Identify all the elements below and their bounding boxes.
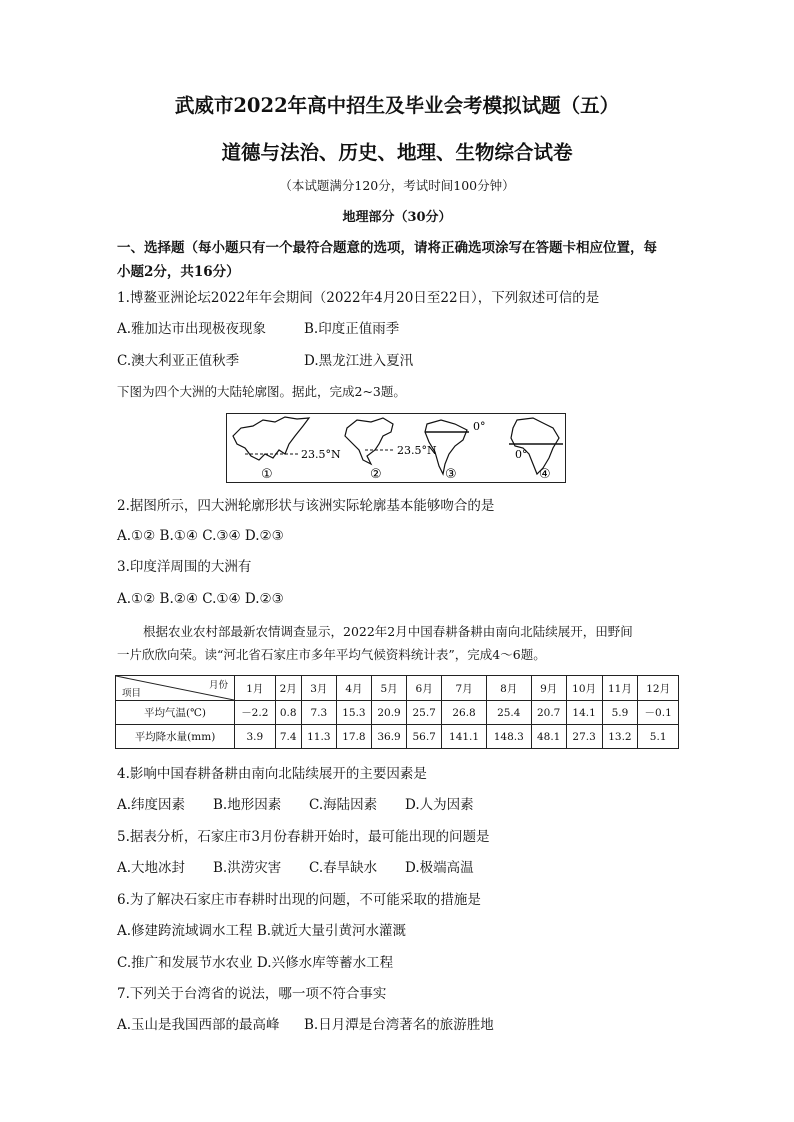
month-header: 8月	[486, 676, 531, 701]
option-b: B.地形因素	[213, 797, 282, 813]
question-5-options	[117, 856, 697, 880]
question-6-options-ab: A.修建跨流域调水工程 B.就近大量引黄河水灌溉	[117, 923, 407, 939]
continent-outline-figure	[226, 413, 566, 483]
option-c: C.春旱缺水	[309, 860, 378, 876]
table-cell: 20.9	[371, 701, 406, 725]
month-header: 7月	[442, 676, 487, 701]
month-header: 5月	[371, 676, 406, 701]
table-corner-cell	[116, 676, 235, 701]
question-3-options: A.①② B.②④ C.①④ D.②③	[117, 591, 284, 607]
table-cell: 20.7	[531, 701, 566, 725]
table-cell: 56.7	[407, 725, 442, 749]
row-label-temperature: 平均气温(℃)	[116, 701, 235, 725]
question-1	[117, 286, 697, 310]
option-b: B.印度正值雨季	[304, 321, 400, 337]
question-5-stem: 5.据表分析，石家庄市3月份春耕开始时，最可能出现的问题是	[117, 829, 490, 845]
option-a: A.雅加达市出现极夜现象	[117, 321, 267, 337]
continent-number-4: ④	[539, 467, 551, 482]
part1-instructions	[117, 236, 697, 284]
corner-bottom-label: 项目	[122, 688, 142, 699]
equator-label-3: 0°	[473, 420, 486, 433]
question-3-stem: 3.印度洋周围的大洲有	[117, 559, 252, 575]
table-cell: 7.3	[301, 701, 336, 725]
option-a: A.纬度因素	[117, 797, 186, 813]
option-c: C.澳大利亚正值秋季	[117, 353, 240, 369]
part1-line2: 小题2分，共16分）	[117, 264, 240, 280]
option-d: D.人为因素	[405, 797, 474, 813]
question-2-stem: 2.据图所示，四大洲轮廓形状与该洲实际轮廓基本能够吻合的是	[117, 498, 495, 514]
question-7-stem: 7.下列关于台湾省的说法，哪一项不符合事实	[117, 986, 387, 1002]
continent-number-1: ①	[261, 467, 273, 482]
table-cell: 11.3	[301, 725, 336, 749]
exam-note: （本试题满分120分，考试时间100分钟）	[279, 178, 515, 193]
exam-subtitle: 道德与法治、历史、地理、生物综合试卷	[221, 141, 573, 164]
month-header: 1月	[235, 676, 276, 701]
table-cell: 3.9	[235, 725, 276, 749]
table-cell: 141.1	[442, 725, 487, 749]
table-cell: 5.9	[602, 701, 638, 725]
table-cell: 27.3	[566, 725, 602, 749]
table-cell: 148.3	[486, 725, 531, 749]
equator-label-4: 0°	[515, 448, 528, 461]
month-header: 3月	[301, 676, 336, 701]
table-cell: 13.2	[602, 725, 638, 749]
table-intro-line2: 一片欣欣向荣。读“河北省石家庄市多年平均气候资料统计表”，完成4～6题。	[117, 647, 546, 662]
continent-outline-2	[345, 418, 393, 464]
table-cell: 25.4	[486, 701, 531, 725]
table-cell: 48.1	[531, 725, 566, 749]
climate-table	[115, 675, 679, 749]
exam-title: 武威市2022年高中招生及毕业会考模拟试题（五）	[174, 94, 620, 117]
month-header: 6月	[407, 676, 442, 701]
month-header: 2月	[275, 676, 301, 701]
continent-number-2: ②	[370, 467, 382, 482]
month-header: 4月	[336, 676, 371, 701]
month-header: 10月	[566, 676, 602, 701]
tropic-label-2: 23.5°N	[397, 444, 437, 457]
question-stem: 1.博鳌亚洲论坛2022年年会期间（2022年4月20日至22日），下列叙述可信的是	[117, 290, 600, 306]
part1-line1: 一、选择题（每小题只有一个最符合题意的选项，请将正确选项涂写在答题卡相应位置，每	[117, 240, 657, 256]
table-cell: －2.2	[235, 701, 276, 725]
month-header: 9月	[531, 676, 566, 701]
section-heading: 地理部分（30分）	[342, 210, 452, 225]
question-4-stem: 4.影响中国春耕备耕由南向北陆续展开的主要因素是	[117, 766, 427, 782]
map-intro: 下图为四个大洲的大陆轮廓图。据此，完成2~3题。	[117, 384, 406, 399]
month-header: 12月	[638, 676, 679, 701]
question-6-options-cd: C.推广和发展节水农业 D.兴修水库等蓄水工程	[117, 955, 394, 971]
option-a: A.玉山是我国西部的最高峰	[117, 1017, 280, 1033]
tropic-label-1: 23.5°N	[301, 448, 341, 461]
month-header: 11月	[602, 676, 638, 701]
question-1-options-ab	[117, 317, 697, 341]
corner-top-label: 月份	[208, 680, 228, 691]
option-c: C.海陆因素	[309, 797, 378, 813]
table-cell: 0.8	[275, 701, 301, 725]
option-d: D.黑龙江进入夏汛	[304, 353, 414, 369]
table-row-precipitation	[116, 725, 679, 749]
table-cell: 26.8	[442, 701, 487, 725]
table-cell: 5.1	[638, 725, 679, 749]
table-cell: 25.7	[407, 701, 442, 725]
question-4-options	[117, 793, 697, 817]
table-cell: 14.1	[566, 701, 602, 725]
row-label-precipitation: 平均降水量(mm)	[116, 725, 235, 749]
option-b: B.日月潭是台湾著名的旅游胜地	[304, 1017, 494, 1033]
question-7-options-ab	[117, 1013, 697, 1037]
continent-outline-4	[511, 418, 559, 474]
table-cell: －0.1	[638, 701, 679, 725]
table-cell: 17.8	[336, 725, 371, 749]
table-row-temperature	[116, 701, 679, 725]
option-d: D.极端高温	[405, 860, 474, 876]
table-cell: 7.4	[275, 725, 301, 749]
table-cell: 36.9	[371, 725, 406, 749]
question-2-options: A.①② B.①④ C.③④ D.②③	[117, 528, 284, 544]
continent-number-3: ③	[445, 467, 457, 482]
option-a: A.大地冰封	[117, 860, 186, 876]
question-1-options-cd	[117, 349, 697, 373]
table-header-row	[116, 676, 679, 701]
option-b: B.洪涝灾害	[213, 860, 282, 876]
table-cell: 15.3	[336, 701, 371, 725]
table-intro-line1: 根据农业农村部最新农情调查显示，2022年2月中国春耕备耕由南向北陆续展开，田野间	[143, 624, 633, 639]
question-6-stem: 6.为了解决石家庄市春耕时出现的问题，不可能采取的措施是	[117, 892, 481, 908]
continent-outline-svg	[227, 414, 567, 484]
